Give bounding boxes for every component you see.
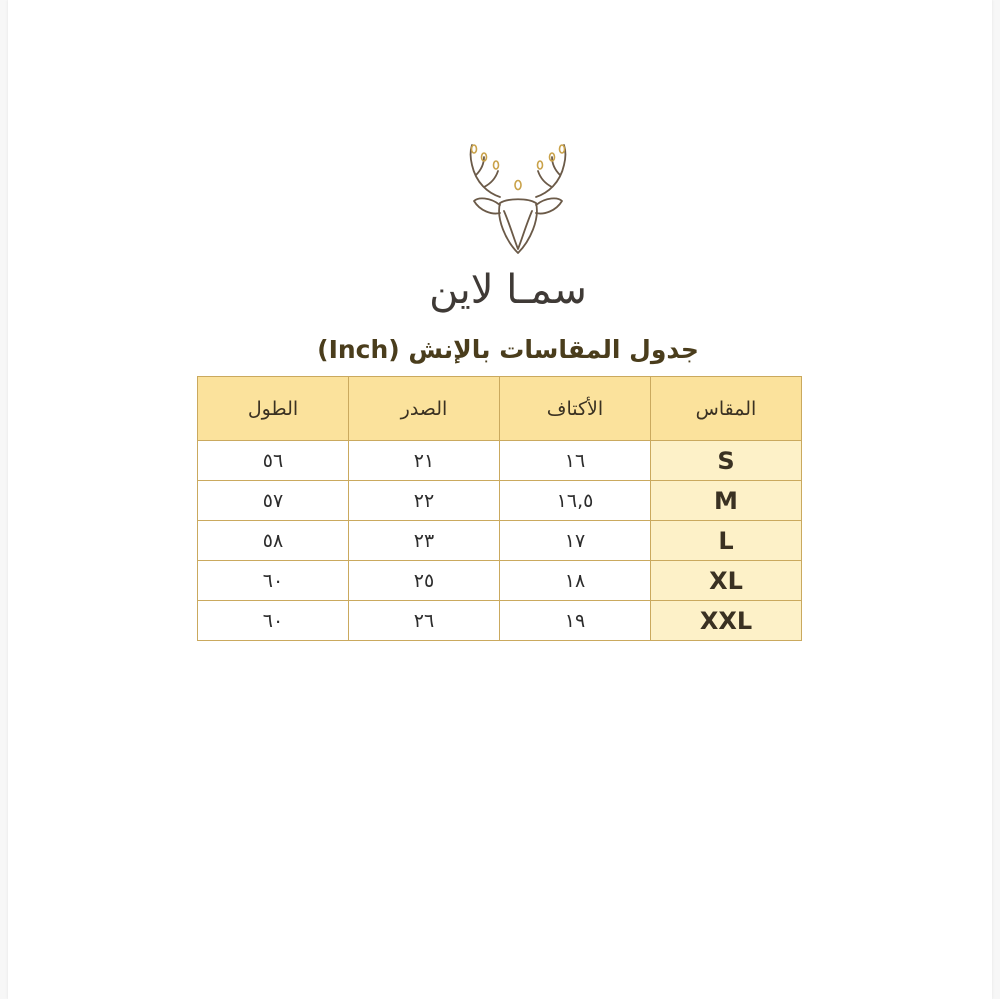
length-cell: ٥٦ xyxy=(198,441,349,481)
header-length: الطول xyxy=(198,377,349,441)
length-cell: ٦٠ xyxy=(198,601,349,641)
chest-cell: ٢٣ xyxy=(349,521,500,561)
size-cell: L xyxy=(651,521,802,561)
length-cell: ٥٧ xyxy=(198,481,349,521)
chest-cell: ٢٢ xyxy=(349,481,500,521)
shoulders-cell: ١٦ xyxy=(500,441,651,481)
header-shoulders: الأكتاف xyxy=(500,377,651,441)
table-row xyxy=(198,481,802,521)
shoulders-cell: ١٧ xyxy=(500,521,651,561)
size-cell: XXL xyxy=(651,601,802,641)
length-cell: ٦٠ xyxy=(198,561,349,601)
shoulders-cell: ١٨ xyxy=(500,561,651,601)
chest-cell: ٢٥ xyxy=(349,561,500,601)
size-chart-table xyxy=(197,376,802,641)
brand-name: سمـا لاين xyxy=(429,267,587,313)
header-size: المقاس xyxy=(651,377,802,441)
page-title: جدول المقاسات بالإنش (Inch) xyxy=(317,335,699,364)
deer-head-antlers-icon xyxy=(448,135,588,265)
table-row xyxy=(198,561,802,601)
shoulders-cell: ١٦,٥ xyxy=(500,481,651,521)
chest-cell: ٢١ xyxy=(349,441,500,481)
size-cell: XL xyxy=(651,561,802,601)
shoulders-cell: ١٩ xyxy=(500,601,651,641)
chest-cell: ٢٦ xyxy=(349,601,500,641)
table-row xyxy=(198,441,802,481)
length-cell: ٥٨ xyxy=(198,521,349,561)
table-row xyxy=(198,601,802,641)
table-header-row xyxy=(198,377,802,441)
size-cell: S xyxy=(651,441,802,481)
table-row xyxy=(198,521,802,561)
header-chest: الصدر xyxy=(349,377,500,441)
size-cell: M xyxy=(651,481,802,521)
